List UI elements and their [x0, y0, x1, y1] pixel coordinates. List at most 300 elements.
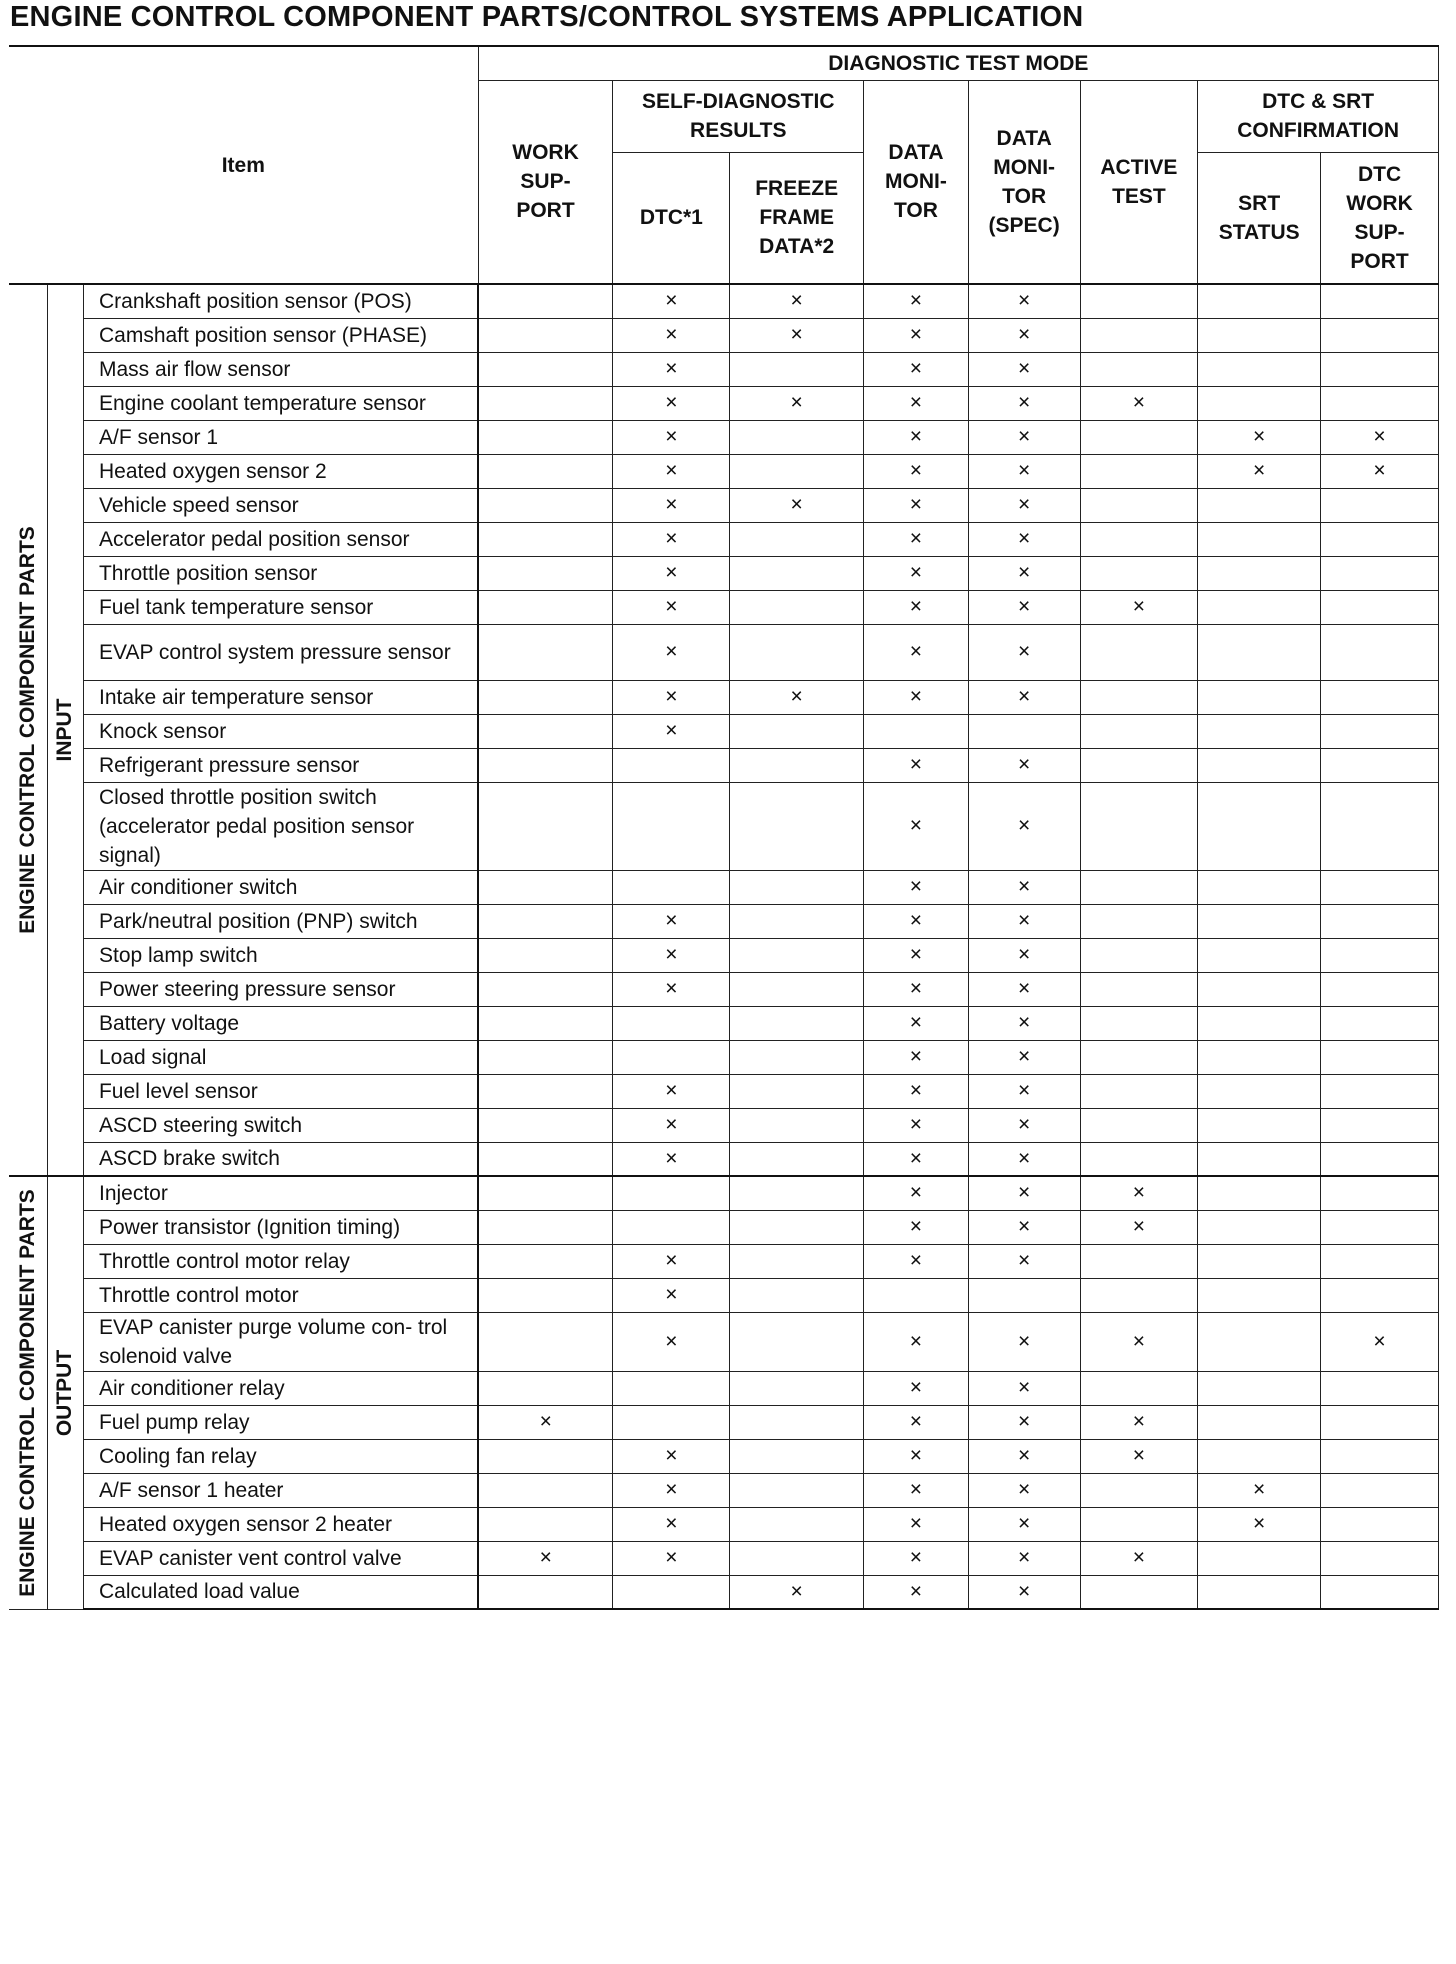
mark-cell — [613, 1142, 730, 1176]
mark-cell — [478, 420, 613, 454]
mark-cell — [864, 1108, 969, 1142]
item-name: Fuel pump relay — [83, 1405, 478, 1439]
mark-cell — [1198, 1439, 1321, 1473]
mark-cell — [1198, 938, 1321, 972]
mark-cell — [864, 1575, 969, 1609]
mark-cell — [478, 1006, 613, 1040]
mark-cell — [968, 1142, 1080, 1176]
mark-cell — [613, 972, 730, 1006]
mark-cell — [730, 1006, 864, 1040]
active-test-header — [1080, 80, 1198, 284]
mark-cell — [1198, 1473, 1321, 1507]
applicable-mark: × — [909, 1579, 923, 1603]
mark-cell — [1321, 1006, 1439, 1040]
mark-cell — [968, 352, 1080, 386]
table-row — [9, 1278, 1439, 1312]
item-name: Throttle position sensor — [83, 556, 478, 590]
mark-cell — [730, 972, 864, 1006]
mark-cell — [613, 284, 730, 318]
applicable-mark: × — [909, 323, 923, 346]
mark-cell — [730, 904, 864, 938]
mark-cell — [1198, 1142, 1321, 1176]
applicable-mark: × — [1018, 1045, 1031, 1068]
mark-cell — [478, 1176, 613, 1210]
table-row — [9, 590, 1439, 624]
mark-cell — [730, 488, 864, 522]
self-diagnostic-results-header — [613, 80, 864, 152]
mark-cell — [1321, 680, 1439, 714]
mark-cell — [1198, 1006, 1321, 1040]
mark-cell — [1321, 1210, 1439, 1244]
mark-cell — [478, 624, 613, 680]
group-sub-label: INPUT — [53, 698, 77, 762]
item-name: Heated oxygen sensor 2 heater — [83, 1507, 478, 1541]
applicable-mark: × — [1253, 459, 1266, 482]
mark-cell — [478, 522, 613, 556]
mark-cell — [1198, 1244, 1321, 1278]
mark-cell — [478, 556, 613, 590]
item-name: Load signal — [83, 1040, 478, 1074]
item-name: ASCD brake switch — [83, 1142, 478, 1176]
mark-cell — [730, 782, 864, 870]
mark-cell — [613, 318, 730, 352]
mark-cell — [478, 1244, 613, 1278]
item-name: Refrigerant pressure sensor — [83, 748, 478, 782]
mark-cell — [968, 782, 1080, 870]
table-row — [9, 1439, 1439, 1473]
mark-cell — [1198, 1278, 1321, 1312]
mark-cell — [613, 1575, 730, 1609]
mark-cell — [1321, 352, 1439, 386]
item-name: Camshaft position sensor (PHASE) — [83, 318, 478, 352]
mark-cell — [1321, 714, 1439, 748]
mark-cell — [968, 1439, 1080, 1473]
item-name: Fuel tank temperature sensor — [83, 590, 478, 624]
mark-cell — [1321, 1439, 1439, 1473]
mark-cell — [1321, 318, 1439, 352]
applicable-mark: × — [665, 493, 678, 516]
mark-cell — [613, 1244, 730, 1278]
mark-cell — [478, 1312, 613, 1371]
applicable-mark: × — [1018, 527, 1031, 550]
mark-cell — [1198, 1074, 1321, 1108]
table-row — [9, 352, 1439, 386]
item-name: A/F sensor 1 heater — [83, 1473, 478, 1507]
mark-cell — [864, 1439, 969, 1473]
mark-cell — [1321, 556, 1439, 590]
mark-cell — [730, 454, 864, 488]
applicable-mark: × — [665, 1146, 678, 1170]
mark-cell — [864, 938, 969, 972]
mark-cell — [864, 1074, 969, 1108]
mark-cell — [1080, 748, 1198, 782]
mark-cell — [730, 522, 864, 556]
mark-cell — [864, 1244, 969, 1278]
mark-cell — [613, 1176, 730, 1210]
mark-cell — [1080, 1006, 1198, 1040]
mark-cell — [478, 904, 613, 938]
mark-cell — [1321, 1074, 1439, 1108]
item-name: Vehicle speed sensor — [83, 488, 478, 522]
mark-cell — [864, 1142, 969, 1176]
mark-cell — [730, 1176, 864, 1210]
mark-cell — [613, 590, 730, 624]
mark-cell — [478, 284, 613, 318]
table-row — [9, 624, 1439, 680]
mark-cell — [478, 870, 613, 904]
applicable-mark: × — [909, 1444, 923, 1467]
mark-cell — [478, 1210, 613, 1244]
mark-cell — [730, 870, 864, 904]
item-name: Calculated load value — [83, 1575, 478, 1609]
mark-cell — [1198, 284, 1321, 318]
mark-cell — [613, 1312, 730, 1371]
item-name: Throttle control motor relay — [83, 1244, 478, 1278]
applicable-mark: × — [909, 1045, 923, 1068]
applicable-mark: × — [1018, 425, 1031, 448]
mark-cell — [478, 938, 613, 972]
applicable-mark: × — [1018, 459, 1031, 482]
applicable-mark: × — [909, 391, 923, 414]
mark-cell — [1321, 748, 1439, 782]
mark-cell — [1080, 284, 1198, 318]
mark-cell — [730, 1108, 864, 1142]
table-row — [9, 1040, 1439, 1074]
mark-cell — [864, 714, 969, 748]
data-monitor-header — [864, 80, 969, 284]
mark-cell — [730, 1439, 864, 1473]
item-name: Intake air temperature sensor — [83, 680, 478, 714]
mark-cell — [1198, 680, 1321, 714]
mark-cell — [730, 556, 864, 590]
mark-cell — [968, 680, 1080, 714]
mark-cell — [478, 352, 613, 386]
applicable-mark: × — [1373, 425, 1386, 448]
table-row — [9, 1473, 1439, 1507]
mark-cell — [864, 454, 969, 488]
mark-cell — [613, 624, 730, 680]
mark-cell — [613, 1040, 730, 1074]
mark-cell — [478, 1541, 613, 1575]
group-sub-label-cell — [47, 1176, 83, 1609]
applicable-mark: × — [909, 1329, 923, 1353]
group-label: ENGINE CONTROL COMPONENT PARTS — [15, 526, 39, 934]
applicable-mark: × — [1018, 1079, 1031, 1102]
mark-cell — [730, 714, 864, 748]
mark-cell — [864, 1176, 969, 1210]
item-name: Cooling fan relay — [83, 1439, 478, 1473]
item-name: Accelerator pedal position sensor — [83, 522, 478, 556]
item-name: Injector — [83, 1176, 478, 1210]
dtc-srt-confirmation-header — [1198, 80, 1439, 152]
table-row — [9, 1541, 1439, 1575]
mark-cell — [1080, 1575, 1198, 1609]
applicable-mark: × — [909, 289, 923, 313]
mark-cell — [1198, 556, 1321, 590]
mark-cell — [730, 420, 864, 454]
mark-cell — [1080, 488, 1198, 522]
mark-cell — [730, 1541, 864, 1575]
applicable-mark: × — [1018, 1546, 1031, 1569]
applicable-mark: × — [665, 425, 678, 448]
mark-cell — [478, 1473, 613, 1507]
table-row — [9, 454, 1439, 488]
applicable-mark: × — [1018, 1478, 1031, 1501]
table-row — [9, 904, 1439, 938]
item-name: Air conditioner switch — [83, 870, 478, 904]
mark-cell — [613, 1541, 730, 1575]
mark-cell — [478, 386, 613, 420]
applicable-mark: × — [909, 425, 923, 448]
applicable-mark: × — [665, 640, 678, 663]
mark-cell — [968, 624, 1080, 680]
mark-cell — [968, 1176, 1080, 1210]
mark-cell — [864, 748, 969, 782]
applicable-mark: × — [1018, 1410, 1031, 1433]
mark-cell — [730, 1142, 864, 1176]
mark-cell — [613, 1371, 730, 1405]
mark-cell — [613, 488, 730, 522]
mark-cell — [730, 318, 864, 352]
srt-status-header — [1198, 152, 1321, 284]
mark-cell — [968, 1074, 1080, 1108]
table-row — [9, 1507, 1439, 1541]
applicable-mark: × — [1018, 323, 1031, 346]
mark-cell — [1080, 972, 1198, 1006]
application-table — [9, 45, 1439, 1610]
mark-cell — [864, 590, 969, 624]
mark-cell — [730, 352, 864, 386]
item-name: Heated oxygen sensor 2 — [83, 454, 478, 488]
table-row — [9, 680, 1439, 714]
mark-cell — [1198, 1405, 1321, 1439]
mark-cell — [1198, 624, 1321, 680]
mark-cell — [613, 1405, 730, 1439]
applicable-mark: × — [909, 640, 923, 663]
mark-cell — [1198, 1541, 1321, 1575]
applicable-mark: × — [539, 1410, 552, 1433]
mark-cell — [968, 522, 1080, 556]
applicable-mark: × — [1018, 640, 1031, 663]
mark-cell — [478, 972, 613, 1006]
applicable-mark: × — [1018, 561, 1031, 584]
mark-cell — [478, 1507, 613, 1541]
mark-cell — [1198, 590, 1321, 624]
mark-cell — [1080, 590, 1198, 624]
applicable-mark: × — [1018, 357, 1031, 380]
mark-cell — [968, 556, 1080, 590]
mark-cell — [730, 1074, 864, 1108]
applicable-mark: × — [909, 1512, 923, 1535]
applicable-mark: × — [1018, 1579, 1031, 1603]
mark-cell — [730, 624, 864, 680]
applicable-mark: × — [1018, 1512, 1031, 1535]
mark-cell — [1080, 1244, 1198, 1278]
mark-cell — [1080, 1405, 1198, 1439]
mark-cell — [864, 386, 969, 420]
mark-cell — [1080, 420, 1198, 454]
mark-cell — [1198, 1210, 1321, 1244]
applicable-mark: × — [1373, 459, 1386, 482]
applicable-mark: × — [909, 527, 923, 550]
mark-cell — [968, 972, 1080, 1006]
mark-cell — [730, 386, 864, 420]
applicable-mark: × — [909, 1249, 923, 1272]
applicable-mark: × — [909, 753, 923, 776]
mark-cell — [1321, 1142, 1439, 1176]
mark-cell — [613, 870, 730, 904]
mark-cell — [1080, 1040, 1198, 1074]
applicable-mark: × — [665, 1329, 678, 1353]
mark-cell — [1080, 1541, 1198, 1575]
mark-cell — [478, 1278, 613, 1312]
item-name: EVAP canister vent control valve — [83, 1541, 478, 1575]
mark-cell — [1321, 386, 1439, 420]
table-row — [9, 318, 1439, 352]
applicable-mark: × — [909, 977, 923, 1000]
applicable-mark: × — [909, 1215, 923, 1238]
applicable-mark: × — [1018, 1329, 1031, 1353]
mark-cell — [1080, 1176, 1198, 1210]
mark-cell — [1321, 454, 1439, 488]
mark-cell — [613, 522, 730, 556]
mark-cell — [613, 1439, 730, 1473]
mark-cell — [968, 1541, 1080, 1575]
table-row — [9, 1575, 1439, 1609]
applicable-mark: × — [1018, 1011, 1031, 1034]
mark-cell — [613, 1074, 730, 1108]
mark-cell — [478, 714, 613, 748]
mark-cell — [864, 556, 969, 590]
mark-cell — [864, 1473, 969, 1507]
mark-cell — [613, 1473, 730, 1507]
table-row — [9, 522, 1439, 556]
applicable-mark: × — [665, 1444, 678, 1467]
mark-cell — [478, 748, 613, 782]
applicable-mark: × — [1018, 1113, 1031, 1136]
applicable-mark: × — [665, 943, 678, 966]
applicable-mark: × — [1018, 1444, 1031, 1467]
table-row — [9, 1244, 1439, 1278]
mark-cell — [613, 352, 730, 386]
mark-cell — [1080, 782, 1198, 870]
mark-cell — [730, 748, 864, 782]
applicable-mark: × — [1018, 289, 1031, 313]
applicable-mark: × — [1018, 1376, 1031, 1399]
mark-cell — [1080, 1439, 1198, 1473]
dtc1-label: DTC*1 — [639, 206, 703, 230]
mark-cell — [1321, 1108, 1439, 1142]
mark-cell — [1198, 1507, 1321, 1541]
applicable-mark: × — [1018, 1181, 1031, 1205]
applicable-mark: × — [1018, 685, 1031, 708]
mark-cell — [730, 938, 864, 972]
mark-cell — [1321, 1278, 1439, 1312]
mark-cell — [1321, 1507, 1439, 1541]
applicable-mark: × — [1253, 425, 1266, 448]
mark-cell — [613, 748, 730, 782]
table-body — [9, 284, 1439, 1609]
mark-cell — [1080, 904, 1198, 938]
applicable-mark: × — [1132, 1215, 1146, 1238]
applicable-mark: × — [1018, 909, 1031, 932]
mark-cell — [968, 904, 1080, 938]
mark-cell — [1080, 1142, 1198, 1176]
item-header: Item — [9, 46, 478, 284]
applicable-mark: × — [665, 977, 678, 1000]
mark-cell — [730, 1210, 864, 1244]
mark-cell — [864, 522, 969, 556]
table-row — [9, 1108, 1439, 1142]
applicable-mark: × — [665, 357, 678, 380]
mark-cell — [1080, 556, 1198, 590]
freeze-frame-label: FREEZE FRAME DATA*2 — [755, 177, 839, 259]
mark-cell — [864, 624, 969, 680]
mark-cell — [730, 284, 864, 318]
applicable-mark: × — [1018, 977, 1031, 1000]
data-monitor-spec-label: DATA MONI- TOR (SPEC) — [988, 126, 1060, 237]
applicable-mark: × — [1132, 1181, 1146, 1205]
mark-cell — [968, 870, 1080, 904]
dtc-work-support-label: DTC WORK SUP- PORT — [1346, 162, 1413, 273]
table-row — [9, 972, 1439, 1006]
mark-cell — [478, 590, 613, 624]
mark-cell — [1198, 748, 1321, 782]
table-row — [9, 1371, 1439, 1405]
mark-cell — [1321, 522, 1439, 556]
applicable-mark: × — [665, 391, 678, 414]
group-label: ENGINE CONTROL COMPONENT PARTS — [15, 1188, 39, 1597]
mark-cell — [1080, 522, 1198, 556]
mark-cell — [1080, 454, 1198, 488]
mark-cell — [1198, 318, 1321, 352]
mark-cell — [1198, 1575, 1321, 1609]
mark-cell — [968, 1210, 1080, 1244]
item-name: EVAP canister purge volume con- trol solenoid valve — [83, 1312, 478, 1371]
mark-cell — [478, 1371, 613, 1405]
mark-cell — [864, 972, 969, 1006]
table-row — [9, 1176, 1439, 1210]
data-monitor-spec-header — [968, 80, 1080, 284]
item-name: Power steering pressure sensor — [83, 972, 478, 1006]
applicable-mark: × — [1373, 1329, 1386, 1353]
mark-cell — [1321, 590, 1439, 624]
applicable-mark: × — [665, 1546, 678, 1569]
active-test-label: ACTIVE TEST — [1100, 155, 1178, 208]
mark-cell — [1080, 1507, 1198, 1541]
table-row — [9, 1312, 1439, 1371]
applicable-mark: × — [909, 1410, 923, 1433]
mark-cell — [478, 1142, 613, 1176]
applicable-mark: × — [1253, 1512, 1266, 1535]
mark-cell — [478, 782, 613, 870]
mark-cell — [1321, 488, 1439, 522]
mark-cell — [1321, 1176, 1439, 1210]
mark-cell — [1080, 938, 1198, 972]
mark-cell — [864, 782, 969, 870]
work-support-label: WORK SUP- PORT — [512, 141, 579, 223]
item-name: EVAP control system pressure sensor — [83, 624, 478, 680]
table-row — [9, 386, 1439, 420]
applicable-mark: × — [790, 685, 803, 708]
applicable-mark: × — [665, 1283, 678, 1306]
mark-cell — [968, 488, 1080, 522]
applicable-mark: × — [1132, 1546, 1146, 1569]
mark-cell — [613, 556, 730, 590]
mark-cell — [1321, 1473, 1439, 1507]
mark-cell — [1198, 352, 1321, 386]
mark-cell — [864, 352, 969, 386]
